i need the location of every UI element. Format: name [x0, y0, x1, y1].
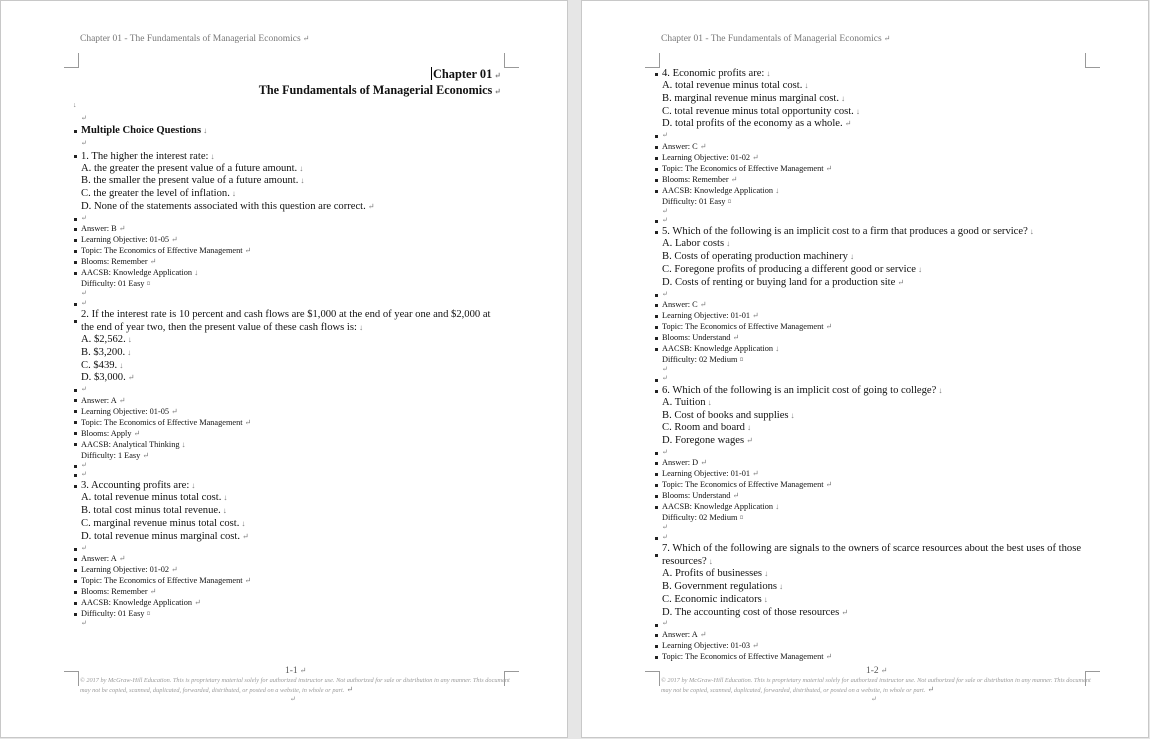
running-head: Chapter 01 - The Fundamentals of Managerial Economics ↵ [661, 34, 891, 44]
learning-objective: Learning Objective: 01-01 ↵ [654, 468, 1094, 479]
paragraph-mark: ↵ [81, 289, 87, 298]
answer-option: A. Tuition ↓ [662, 396, 712, 408]
document-page-2[interactable] [582, 1, 1148, 737]
paragraph-mark: ↵ [662, 206, 668, 215]
paragraph-mark: ↵ [290, 695, 296, 703]
copyright-footer: © 2017 by McGraw-Hill Education. This is proprietary material solely for authorized instructor use. Not authorized for sale or distribution in any manner. This document may not be copied, scanned, duplicated, forwarded, distributed, or posted on a website, in whole or part. ↵ [80, 677, 510, 694]
question-stem: 6. Which of the following is an implicit cost of going to college? ↓ [654, 384, 1094, 397]
answer-option: C. Foregone profits of producing a different good or service ↓ [662, 264, 922, 275]
aacsb: AACSB: Knowledge Application ↵ [73, 597, 513, 608]
paragraph-mark: ↵ [81, 113, 87, 122]
difficulty: Difficulty: 02 Medium ¤ [662, 355, 744, 364]
paragraph-mark: ↵ [662, 365, 668, 373]
learning-objective: Learning Objective: 01-01 ↵ [654, 310, 1094, 321]
blooms: Blooms: Remember ↵ [73, 256, 513, 267]
question-block [654, 225, 1094, 383]
paragraph-mark: ↵ [654, 448, 1094, 457]
difficulty: Difficulty: 01 Easy ¤ [81, 279, 151, 289]
paragraph-mark: ↵ [654, 374, 1094, 383]
topic: Topic: The Economics of Effective Management ↵ [73, 575, 513, 586]
chapter-title: Chapter 01 [432, 67, 493, 81]
question-stem: 3. Accounting profits are: ↓ [73, 479, 513, 492]
difficulty: Difficulty: 02 Medium ¤ [662, 513, 744, 523]
learning-objective: Learning Objective: 01-03 ↵ [654, 640, 1094, 651]
answer-option: C. Room and board ↓ [662, 422, 751, 434]
question-block [654, 384, 1094, 542]
answer-option: A. the greater the present value of a future amount. ↓ [81, 162, 304, 174]
aacsb: AACSB: Knowledge Application ↓ [654, 185, 1094, 196]
crop-mark [645, 53, 660, 68]
answer-option: D. $3,000. ↵ [81, 372, 135, 384]
section-heading: Multiple Choice Questions ↓ [73, 124, 513, 137]
paragraph-mark: ↵ [81, 618, 87, 627]
paragraph-mark: ↵ [73, 461, 513, 470]
learning-objective: Learning Objective: 01-02 ↵ [654, 152, 1094, 163]
paragraph-mark: ↵ [871, 695, 877, 703]
topic: Topic: The Economics of Effective Management ↵ [654, 479, 1094, 490]
text-cursor [431, 67, 432, 80]
answer-key: Answer: C ↵ [654, 299, 1094, 310]
blooms: Blooms: Remember ↵ [73, 586, 513, 597]
answer-option: C. Economic indicators ↓ [662, 593, 768, 605]
crop-mark [64, 671, 79, 686]
question-stem: 2. If the interest rate is 10 percent and cash flows are $1,000 at the end of year one and $2,000 at the end of year two, then the present value of these cash flows is: ↓ [73, 308, 506, 334]
aacsb: AACSB: Knowledge Application ↓ [654, 501, 1094, 512]
difficulty: Difficulty: 01 Easy ¤ [662, 196, 732, 206]
learning-objective: Learning Objective: 01-05 ↵ [73, 406, 513, 417]
page-number: 1-2 ↵ [866, 666, 888, 676]
page-number: 1-1 ↵ [285, 666, 307, 676]
difficulty: Difficulty: 01 Easy ¤ [73, 608, 513, 619]
aacsb: AACSB: Knowledge Application ↓ [73, 267, 513, 278]
learning-objective: Learning Objective: 01-05 ↵ [73, 234, 513, 245]
paragraph-mark: ↵ [654, 533, 1094, 542]
topic: Topic: The Economics of Effective Management ↵ [73, 417, 513, 428]
answer-key: Answer: B ↵ [73, 223, 513, 234]
paragraph-mark: ↵ [654, 290, 1094, 299]
answer-option: A. Labor costs ↓ [662, 238, 731, 250]
paragraph-mark: ↵ [654, 131, 1094, 140]
question-block [654, 67, 1094, 225]
question-block [73, 150, 513, 308]
topic: Topic: The Economics of Effective Management ↵ [654, 321, 1094, 332]
question-stem: 1. The higher the interest rate: ↓ [73, 150, 513, 163]
crop-mark [645, 671, 660, 686]
blooms: Blooms: Remember ↵ [654, 174, 1094, 185]
chapter-subtitle: The Fundamentals of Managerial Economics [258, 83, 493, 97]
document-page-1[interactable] [1, 1, 567, 737]
question-stem: 7. Which of the following are signals to the owners of scarce resources about the best uses of those resources? ↓ [654, 542, 1087, 568]
answer-key: Answer: C ↵ [654, 141, 1094, 152]
paragraph-mark: ↵ [73, 544, 513, 553]
answer-key: Answer: A ↵ [73, 395, 513, 406]
blooms: Blooms: Apply ↵ [73, 428, 513, 439]
aacsb: AACSB: Analytical Thinking ↓ [73, 439, 513, 450]
question-block [654, 542, 1094, 662]
paragraph-mark: ↵ [73, 470, 513, 479]
blooms: Blooms: Understand ↵ [654, 332, 1094, 343]
question-block [73, 308, 513, 479]
answer-option: C. the greater the level of inflation. ↓ [81, 188, 236, 200]
page-body[interactable] [73, 67, 513, 628]
aacsb: AACSB: Knowledge Application ↓ [654, 343, 1094, 354]
answer-option: B. Costs of operating production machinery ↓ [662, 251, 854, 263]
answer-option: B. the smaller the present value of a future amount. ↓ [81, 175, 305, 187]
paragraph-mark: ↵ [654, 619, 1094, 628]
answer-option: D. Foregone wages ↵ [662, 435, 753, 447]
answer-key: Answer: A ↵ [73, 553, 513, 564]
answer-option: C. marginal revenue minus total cost. ↓ [81, 517, 246, 529]
crop-mark [504, 53, 519, 68]
answer-option: B. total cost minus total revenue. ↓ [81, 505, 227, 517]
running-head: Chapter 01 - The Fundamentals of Managerial Economics ↵ [80, 34, 310, 44]
answer-option: D. None of the statements associated with this question are correct. ↵ [81, 200, 375, 212]
answer-option: B. marginal revenue minus marginal cost. ↓ [662, 92, 846, 104]
page-body[interactable] [654, 67, 1094, 662]
answer-option: A. total revenue minus total cost. ↓ [81, 492, 228, 504]
answer-option: B. $3,200. ↓ [81, 346, 132, 358]
paragraph-mark: ↵ [73, 385, 513, 394]
answer-option: C. total revenue minus total opportunity cost. ↓ [662, 105, 860, 117]
topic: Topic: The Economics of Effective Management ↵ [654, 163, 1094, 174]
question-stem: 4. Economic profits are: ↓ [654, 67, 1094, 80]
answer-option: B. Cost of books and supplies ↓ [662, 409, 795, 421]
difficulty: Difficulty: 1 Easy ↵ [81, 450, 150, 460]
learning-objective: Learning Objective: 01-02 ↵ [73, 564, 513, 575]
answer-key: Answer: A ↵ [654, 629, 1094, 640]
answer-option: B. Government regulations ↓ [662, 581, 784, 593]
blooms: Blooms: Understand ↵ [654, 490, 1094, 501]
paragraph-mark: ↵ [73, 214, 513, 223]
question-stem: 5. Which of the following is an implicit cost to a firm that produces a good or service? ↓ [654, 225, 1094, 238]
paragraph-mark: ↵ [81, 139, 87, 147]
answer-option: A. Profits of businesses ↓ [662, 568, 769, 580]
answer-option: D. Costs of renting or buying land for a production site ↵ [662, 276, 905, 288]
paragraph-mark: ↵ [662, 523, 668, 532]
crop-mark [1085, 53, 1100, 68]
answer-option: D. The accounting cost of those resources ↵ [662, 606, 848, 618]
answer-option: D. total revenue minus marginal cost. ↵ [81, 530, 249, 542]
crop-mark [64, 53, 79, 68]
topic: Topic: The Economics of Effective Management ↵ [654, 651, 1094, 662]
answer-key: Answer: D ↵ [654, 457, 1094, 468]
answer-option: A. total revenue minus total cost. ↓ [662, 80, 809, 91]
answer-option: D. total profits of the economy as a whole. ↵ [662, 118, 852, 130]
answer-option: C. $439. ↓ [81, 359, 124, 371]
copyright-footer: © 2017 by McGraw-Hill Education. This is proprietary material solely for authorized instructor use. Not authorized for sale or distribution in any manner. This document may not be copied, scanned, duplicated, forwarded, distributed, or posted on a website, in whole or part. ↵ [661, 677, 1091, 694]
question-block [73, 479, 513, 628]
chapter-title-block: Chapter 01 ↵ The Fundamentals of Managerial Economics ↵ [258, 67, 501, 97]
paragraph-mark: ↵ [654, 216, 1094, 225]
paragraph-mark: ↵ [73, 299, 513, 308]
topic: Topic: The Economics of Effective Management ↵ [73, 245, 513, 256]
line-mark: ↓ [73, 101, 77, 109]
answer-option: A. $2,562. ↓ [81, 333, 132, 345]
